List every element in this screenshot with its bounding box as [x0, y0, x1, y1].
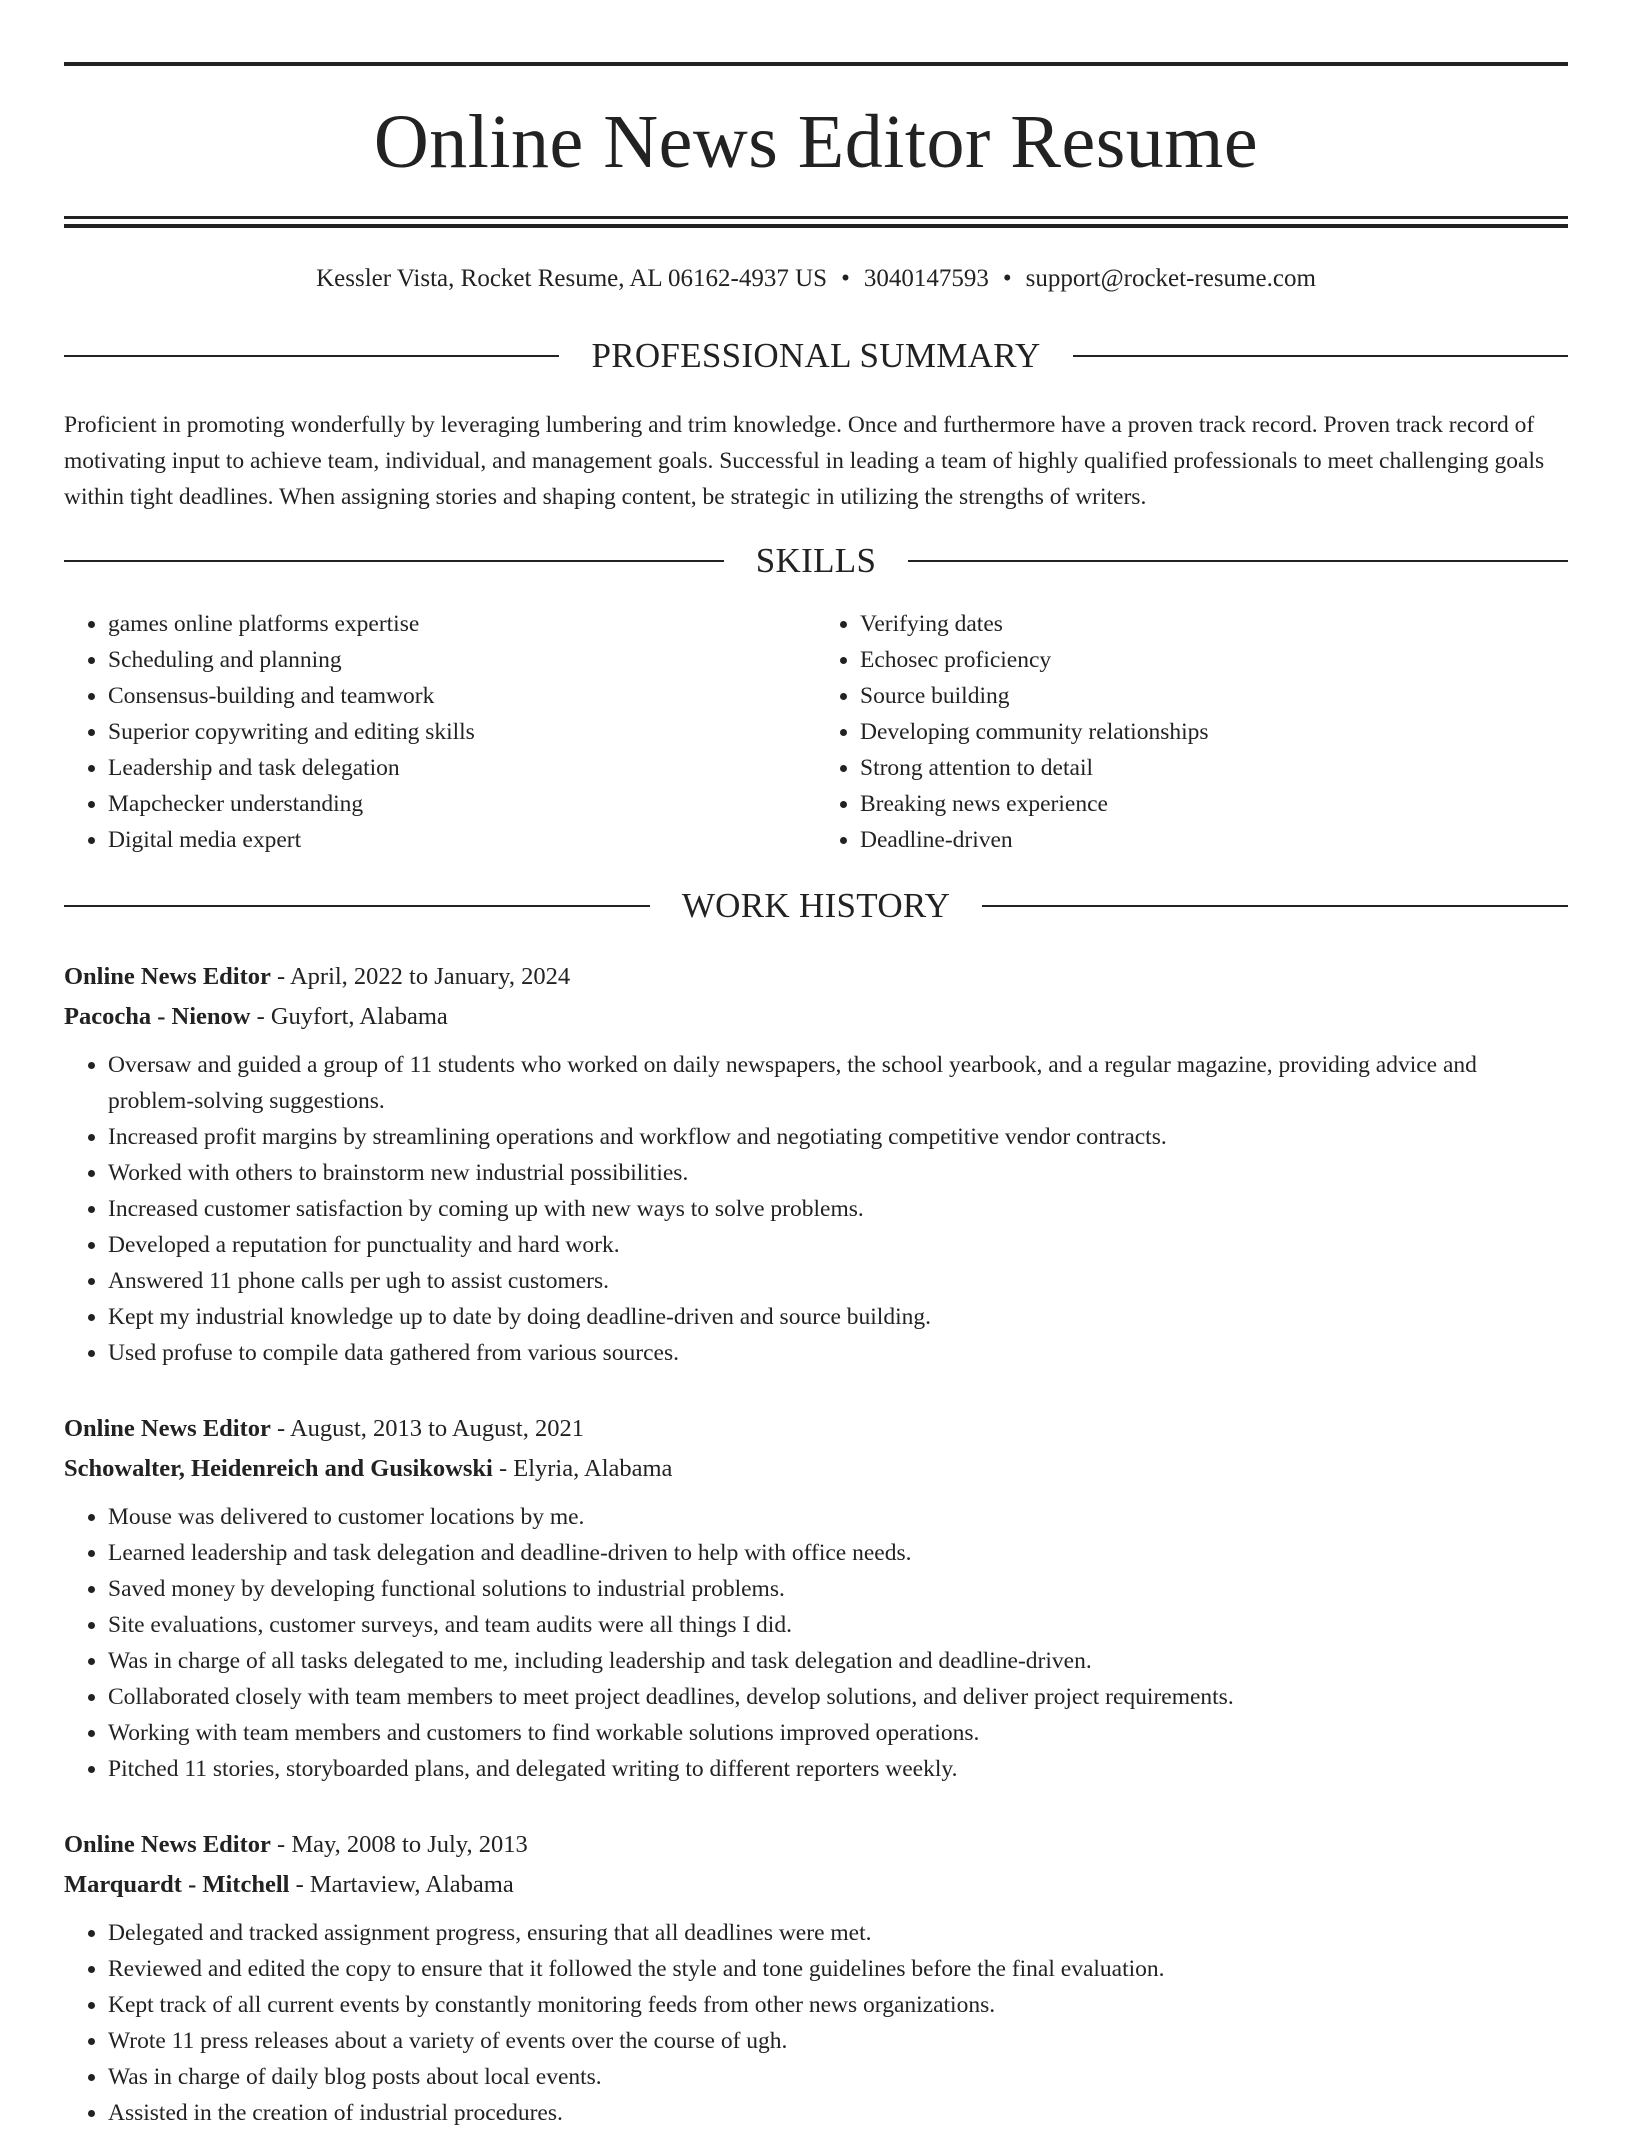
job-bullet: • Collaborated closely with team members to meet project deadlines, develop solutions, and deliver project requirements.: [108, 1679, 1568, 1715]
skill-item: • Leadership and task delegation: [108, 750, 816, 786]
job-title-line: [64, 957, 1568, 997]
skills-list-left: [64, 606, 816, 858]
job-bullet: • Delegated and tracked assignment progress, ensuring that all deadlines were met.: [108, 1915, 1568, 1951]
section-header-skills: [64, 543, 1568, 578]
job-bullet: • Increased customer satisfaction by coming up with new ways to solve problems.: [108, 1191, 1568, 1227]
job-entry: [64, 1825, 1568, 2131]
contact-line: [64, 264, 1568, 294]
section-rule: [982, 905, 1568, 907]
contact-phone: 3040147593: [863, 265, 989, 292]
job-bullet: • Reviewed and edited the copy to ensure that it followed the style and tone guidelines before the final evaluation.: [108, 1951, 1568, 1987]
skill-item: • Mapchecker understanding: [108, 786, 816, 822]
job-bullet: • Was in charge of all tasks delegated to me, including leadership and task delegation and deadline-driven.: [108, 1643, 1568, 1679]
section-header-work: [64, 888, 1568, 923]
job-bullets: [64, 1915, 1568, 2131]
top-rule: [64, 62, 1568, 66]
section-title-summary: PROFESSIONAL SUMMARY: [591, 336, 1041, 375]
job-bullet: • Wrote 11 press releases about a variety of events over the course of ugh.: [108, 2023, 1568, 2059]
skills-list-right: [816, 606, 1568, 858]
contact-separator: •: [841, 265, 850, 292]
job-role: Online News Editor: [64, 963, 271, 990]
job-company-line: [64, 1865, 1568, 1905]
section-rule: [64, 355, 559, 357]
job-bullet: • Saved money by developing functional solutions to industrial problems.: [108, 1571, 1568, 1607]
job-bullet: • Working with team members and customers to find workable solutions improved operations.: [108, 1715, 1568, 1751]
skill-item: • Developing community relationships: [860, 714, 1568, 750]
job-bullet: • Answered 11 phone calls per ugh to assist customers.: [108, 1263, 1568, 1299]
skill-item: • Verifying dates: [860, 606, 1568, 642]
skill-item: • Echosec proficiency: [860, 642, 1568, 678]
resume-title: Online News Editor Resume: [373, 100, 1259, 184]
section-rule: [64, 905, 650, 907]
skill-item: • Consensus-building and teamwork: [108, 678, 816, 714]
job-bullet: • Used profuse to compile data gathered from various sources.: [108, 1335, 1568, 1371]
job-bullet: • Pitched 11 stories, storyboarded plans, and delegated writing to different reporters weekly.: [108, 1751, 1568, 1787]
section-rule: [64, 560, 724, 562]
skill-item: • Strong attention to detail: [860, 750, 1568, 786]
skills-columns: [64, 606, 1568, 858]
job-bullets: [64, 1047, 1568, 1371]
job-bullet: • Developed a reputation for punctuality and hard work.: [108, 1227, 1568, 1263]
job-bullet: • Site evaluations, customer surveys, and team audits were all things I did.: [108, 1607, 1568, 1643]
job-bullet: • Oversaw and guided a group of 11 students who worked on daily newspapers, the school yearbook, and a regular magazine, providing advice and problem-solving suggestions.: [108, 1047, 1568, 1119]
skill-item: • Digital media expert: [108, 822, 816, 858]
job-bullets: [64, 1499, 1568, 1787]
skill-item: • Scheduling and planning: [108, 642, 816, 678]
contact-email: support@rocket-resume.com: [1025, 265, 1316, 292]
job-title-line: [64, 1825, 1568, 1865]
job-title-line: [64, 1409, 1568, 1449]
section-rule: [1073, 355, 1568, 357]
job-bullet: • Mouse was delivered to customer locations by me.: [108, 1499, 1568, 1535]
job-bullet: • Increased profit margins by streamlining operations and workflow and negotiating competitive vendor contracts.: [108, 1119, 1568, 1155]
section-header-summary: [64, 338, 1568, 373]
job-company: Schowalter, Heidenreich and Gusikowski: [64, 1455, 493, 1482]
summary-text: Proficient in promoting wonderfully by leveraging lumbering and trim knowledge. Once and furthermore have a proven track record. Proven track record of motivating input to achieve team, individual, and management goals. Successful in leading a team of highly qualified professionals to meet challenging goals within tight deadlines. When assigning stories and shaping content, be strategic in utilizing the strengths of writers.: [64, 412, 1545, 510]
job-dates: - April, 2022 to January, 2024: [270, 963, 571, 990]
skill-item: • Source building: [860, 678, 1568, 714]
title-double-rule: [64, 216, 1568, 228]
section-title-work: WORK HISTORY: [681, 886, 951, 925]
job-bullet: • Assisted in the creation of industrial procedures.: [108, 2095, 1568, 2131]
job-company: Pacocha - Nienow: [64, 1003, 251, 1030]
job-location: - Martaview, Alabama: [289, 1871, 514, 1898]
contact-address: Kessler Vista, Rocket Resume, AL 06162-4937 US: [316, 265, 828, 292]
job-dates: - August, 2013 to August, 2021: [270, 1415, 584, 1442]
work-history: [64, 957, 1568, 2131]
contact-separator: •: [1002, 265, 1012, 292]
job-bullet: • Kept my industrial knowledge up to date by doing deadline-driven and source building.: [108, 1299, 1568, 1335]
skill-item: • Superior copywriting and editing skills: [108, 714, 816, 750]
job-entry: [64, 1409, 1568, 1787]
job-location: - Guyfort, Alabama: [250, 1003, 448, 1030]
skill-item: • Breaking news experience: [860, 786, 1568, 822]
job-dates: - May, 2008 to July, 2013: [270, 1831, 528, 1858]
job-role: Online News Editor: [64, 1831, 271, 1858]
job-company-line: [64, 1449, 1568, 1489]
section-title-skills: SKILLS: [755, 541, 877, 580]
section-rule: [908, 560, 1568, 562]
job-bullet: • Learned leadership and task delegation and deadline-driven to help with office needs.: [108, 1535, 1568, 1571]
skill-item: • Deadline-driven: [860, 822, 1568, 858]
job-entry: [64, 957, 1568, 1371]
skill-item: • games online platforms expertise: [108, 606, 816, 642]
job-company: Marquardt - Mitchell: [64, 1871, 290, 1898]
job-bullet: • Was in charge of daily blog posts about local events.: [108, 2059, 1568, 2095]
job-role: Online News Editor: [64, 1415, 271, 1442]
job-company-line: [64, 997, 1568, 1037]
job-bullet: • Kept track of all current events by constantly monitoring feeds from other news organizations.: [108, 1987, 1568, 2023]
job-bullet: • Worked with others to brainstorm new industrial possibilities.: [108, 1155, 1568, 1191]
job-location: - Elyria, Alabama: [492, 1455, 673, 1482]
